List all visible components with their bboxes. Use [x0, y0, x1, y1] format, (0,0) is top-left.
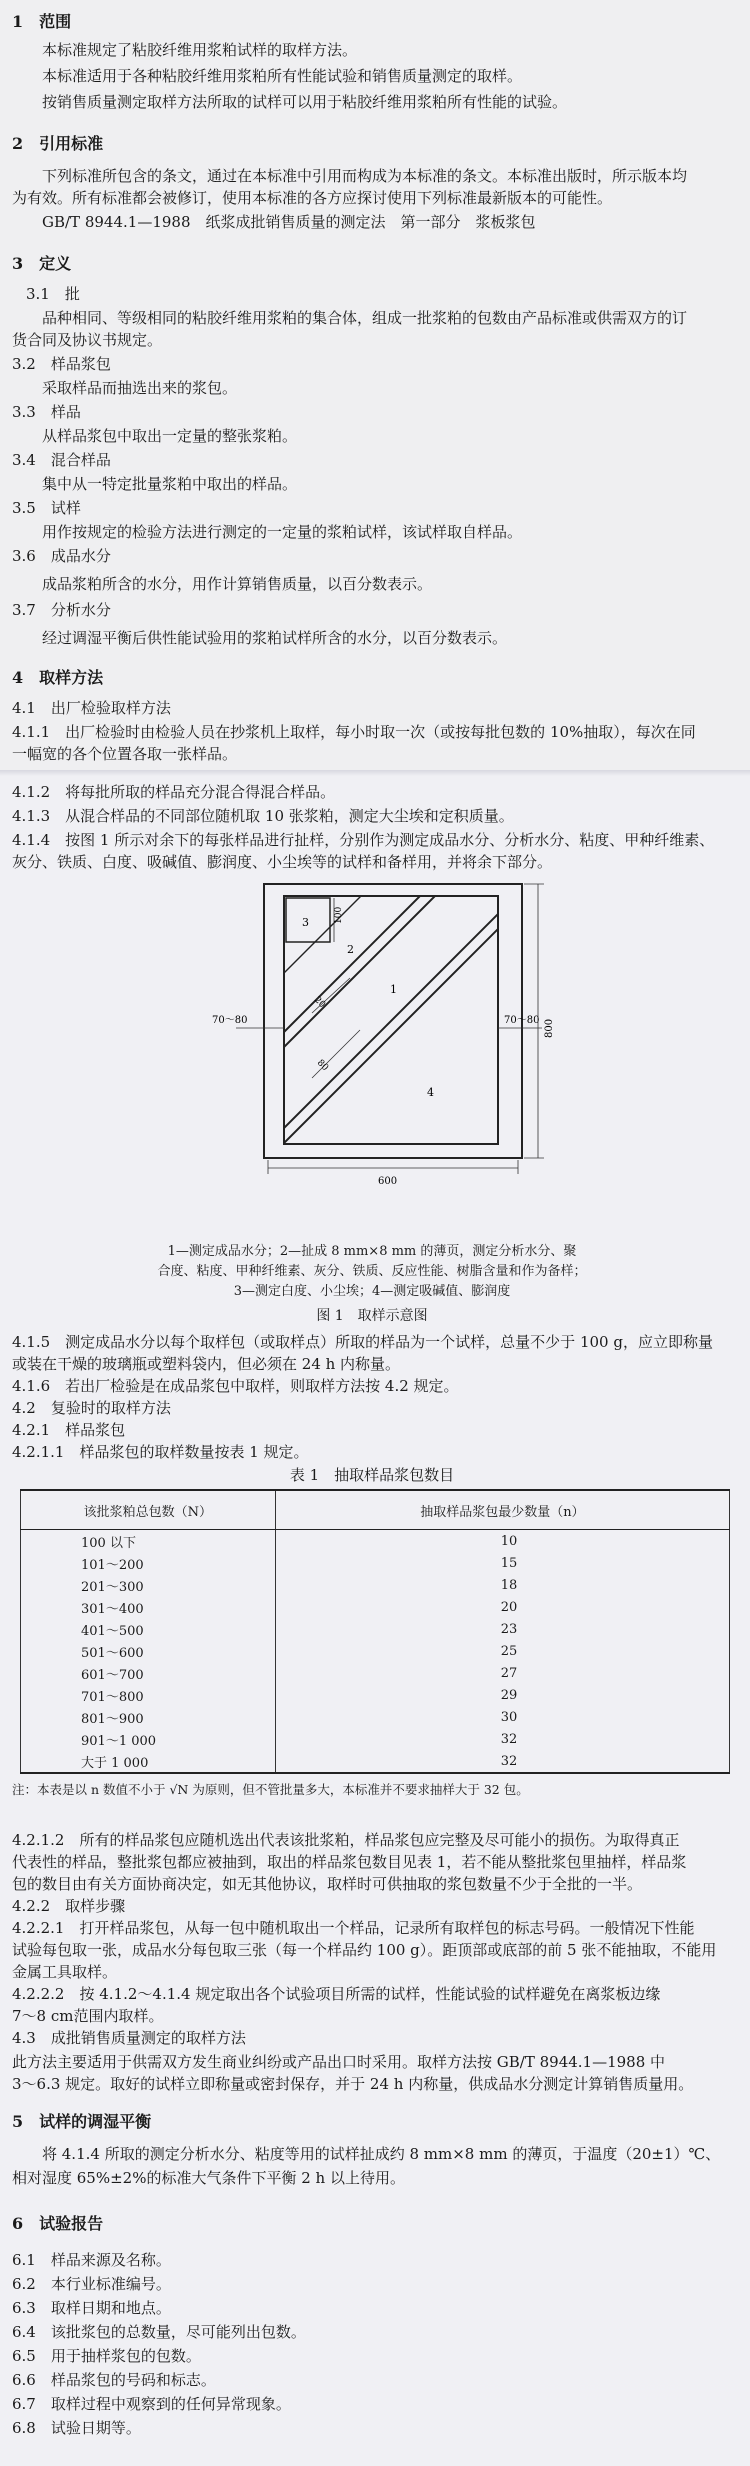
- def-text: 采取样品而抽选出来的浆包。: [42, 379, 238, 397]
- heading-references: 2 引用标准: [12, 134, 104, 153]
- paragraph: 下列标准所包含的条文，通过在本标准中引用而构成为本标准的条文。本标准出版时，所示版本均: [42, 167, 688, 185]
- paragraph: 4.1.6 若出厂检验是在成品浆包中取样，则取样方法按 4.2 规定。: [12, 1377, 459, 1395]
- report-item: 6.8 试验日期等。: [12, 2419, 141, 2437]
- report-item: 6.6 样品浆包的号码和标志。: [12, 2371, 216, 2389]
- paragraph: 为有效。所有标准都会被修订，使用本标准的各方应探讨使用下列标准最新版本的可能性。: [12, 189, 613, 207]
- table-note: 注：本表是以 n 数值不小于 √N 为原则，但不管批量多大，本标准并不要求抽样大于 32 包。: [12, 1782, 529, 1797]
- dimension-label: 20: [311, 995, 328, 1011]
- sampling-diagram: [12, 878, 732, 1238]
- paragraph: 灰分、铁质、白度、吸碱值、膨润度、小尘埃等的试样和备样用，并将余下部分。: [12, 853, 553, 871]
- table-row: 501～600 25: [21, 1640, 730, 1662]
- paragraph: 7～8 cm范围内取样。: [12, 2007, 164, 2025]
- subheading: 4.3 成批销售质量测定的取样方法: [12, 2029, 246, 2047]
- hatch-lines: [284, 888, 524, 1143]
- height-dimension: 800: [544, 1018, 555, 1038]
- margin-label-right: 70～80: [504, 1015, 540, 1026]
- def-title: 3.2 样品浆包: [12, 355, 111, 373]
- def-title: 3.4 混合样品: [12, 451, 111, 469]
- paragraph: 3～6.3 规定。取好的试样立即称量或密封保存，并于 24 h 内称量，供成品水分测定计算销售质量用。: [12, 2075, 694, 2093]
- paragraph: 将 4.1.4 所取的测定分析水分、粘度等用的试样扯成约 8 mm×8 mm 的薄页，于温度（20±1）℃、: [42, 2145, 721, 2163]
- def-text: 成品浆粕所含的水分，用作计算销售质量，以百分数表示。: [42, 575, 433, 593]
- paragraph: 按销售质量测定取样方法所取的试样可以用于粘胶纤维用浆粕所有性能的试验。: [42, 93, 568, 111]
- paragraph: 代表性的样品，整批浆包都应被抽到，取出的样品浆包数目见表 1，若不能从整批浆包里抽样，样品浆: [12, 1853, 687, 1871]
- table-row: 401～500 23: [21, 1618, 730, 1640]
- figure-legend: 3—测定白度、小尘埃；4—测定吸碱值、膨润度: [233, 1284, 511, 1299]
- subheading: 4.1 出厂检验取样方法: [12, 699, 171, 717]
- paragraph: 此方法主要适用于供需双方发生商业纠纷或产品出口时采用。取样方法按 GB/T 8944.1—1988 中: [12, 2053, 666, 2071]
- paragraph: 4.2.2.2 按 4.1.2～4.1.4 规定取出各个试验项目所需的试样，性能试验的试样避免在离浆板边缘: [12, 1985, 661, 2003]
- table-row: 100 以下 10: [21, 1530, 730, 1553]
- table-row: 101～200 15: [21, 1552, 730, 1574]
- paragraph: 4.1.5 测定成品水分以每个取样包（或取样点）所取的样品为一个试样，总量不少于 100 g，应立即称量: [12, 1333, 713, 1351]
- paragraph: 一幅宽的各个位置各取一张样品。: [12, 745, 238, 763]
- paragraph: 4.1.1 出厂检验时由检验人员在抄浆机上取样，每小时取一次（或按每批包数的 10%抽取），每次在同: [12, 723, 696, 741]
- table-header: 该批浆粕总包数（N）: [21, 1490, 276, 1530]
- margin-label-left: 70～80: [212, 1015, 248, 1026]
- heading-conditioning: 5 试样的调湿平衡: [12, 2112, 152, 2131]
- subheading: 4.2.2 取样步骤: [12, 1897, 126, 1915]
- table-row: 701～800 29: [21, 1684, 730, 1706]
- def-text: 经过调湿平衡后供性能试验用的浆粕试样所含的水分，以百分数表示。: [42, 629, 508, 647]
- heading-sampling-method: 4 取样方法: [12, 668, 104, 687]
- heading-definitions: 3 定义: [12, 254, 72, 273]
- table-row: 601～700 27: [21, 1662, 730, 1684]
- sampling-table: [20, 1489, 730, 1774]
- reference-item: GB/T 8944.1—1988 纸浆成批销售质量的测定法 第一部分 浆板浆包: [42, 213, 536, 231]
- paragraph: 4.1.2 将每批所取的样品充分混合得混合样品。: [12, 783, 336, 801]
- paragraph: 金属工具取样。: [12, 1963, 118, 1981]
- width-dimension: 600: [378, 1176, 398, 1187]
- table-header: 抽取样品浆包最少数量（n）: [275, 1490, 729, 1530]
- def-text: 从样品浆包中取出一定量的整张浆粕。: [42, 427, 298, 445]
- paragraph: 本标准适用于各种粘胶纤维用浆粕所有性能试验和销售质量测定的取样。: [42, 67, 523, 85]
- report-item: 6.7 取样过程中观察到的任何异常现象。: [12, 2395, 291, 2413]
- paragraph: 4.2.2.1 打开样品浆包，从每一包中随机取出一个样品，记录所有取样包的标志号码。一般情况下性能: [12, 1919, 695, 1937]
- region-label: 2: [347, 943, 354, 956]
- section-top: [12, 8, 732, 764]
- figure-legend: 合度、粘度、甲种纤维素、灰分、铁质、反应性能、树脂含量和作为备样；: [157, 1264, 587, 1279]
- report-item: 6.3 取样日期和地点。: [12, 2299, 171, 2317]
- def-title: 3.6 成品水分: [12, 547, 111, 565]
- figure-caption: 图 1 取样示意图: [316, 1308, 428, 1324]
- dimension-label: 100: [334, 906, 344, 924]
- region-label: 1: [390, 983, 397, 996]
- def-title: 3.7 分析水分: [12, 601, 111, 619]
- paragraph: 4.1.3 从混合样品的不同部位随机取 10 张浆粕，测定大尘埃和定积质量。: [12, 807, 514, 825]
- def-title: 3.5 试样: [12, 499, 81, 517]
- table-title: 表 1 抽取样品浆包数目: [289, 1466, 455, 1484]
- section-bottom: [12, 782, 732, 2438]
- paragraph: 4.2.1.1 样品浆包的取样数量按表 1 规定。: [12, 1443, 309, 1461]
- paragraph: 或装在干燥的玻璃瓶或塑料袋内，但必须在 24 h 内称量。: [12, 1355, 401, 1373]
- table-row: 201～300 18: [21, 1574, 730, 1596]
- report-item: 6.5 用于抽样浆包的包数。: [12, 2347, 201, 2365]
- paragraph: 4.2.1.2 所有的样品浆包应随机选出代表该批浆粕，样品浆包应完整及尽可能小的损伤。为取得真正: [12, 1831, 680, 1849]
- subheading: 4.2 复验时的取样方法: [12, 1399, 171, 1417]
- heading-scope: 1 范围: [12, 12, 72, 31]
- region-label: 3: [302, 916, 309, 929]
- subheading: 4.2.1 样品浆包: [12, 1421, 126, 1439]
- paragraph: 包的数目由有关方面协商决定，如无其他协议，取样时可供抽取的浆包数量不少于全批的一半。: [12, 1875, 643, 1893]
- figure-legend: 1—测定成品水分；2—扯成 8 mm×8 mm 的薄页，测定分析水分、聚: [167, 1244, 577, 1259]
- report-item: 6.4 该批浆包的总数量，尽可能列出包数。: [12, 2323, 306, 2341]
- table-row: 301～400 20: [21, 1596, 730, 1618]
- paragraph: 相对湿度 65%±2%的标准大气条件下平衡 2 h 以上待用。: [12, 2169, 405, 2187]
- def-text: 集中从一特定批量浆粕中取出的样品。: [42, 475, 298, 493]
- dimension-label: 80: [314, 1058, 331, 1074]
- paragraph: 4.1.4 按图 1 所示对余下的每张样品进行扯样，分别作为测定成品水分、分析水分、粘度、甲种纤维素、: [12, 831, 715, 849]
- report-item: 6.2 本行业标准编号。: [12, 2275, 171, 2293]
- def-text: 货合同及协议书规定。: [12, 331, 163, 349]
- heading-test-report: 6 试验报告: [12, 2214, 104, 2233]
- report-item: 6.1 样品来源及名称。: [12, 2251, 171, 2269]
- table-row: 801～900 30: [21, 1706, 730, 1728]
- region-label: 4: [427, 1086, 434, 1099]
- table-row: 大于 1 000 32: [21, 1750, 730, 1773]
- def-title: 3.3 样品: [12, 403, 81, 421]
- def-title: 3.1 批: [26, 285, 80, 303]
- def-text: 用作按规定的检验方法进行测定的一定量的浆粕试样，该试样取自样品。: [42, 523, 523, 541]
- def-text: 品种相同、等级相同的粘胶纤维用浆粕的集合体，组成一批浆粕的包数由产品标准或供需双方的订: [42, 309, 688, 327]
- paragraph: 试验每包取一张，成品水分每包取三张（每一个样品约 100 g）。距顶部或底部的前 5 张不能抽取，不能用: [12, 1941, 717, 1959]
- paragraph: 本标准规定了粘胶纤维用浆粕试样的取样方法。: [42, 41, 358, 59]
- table-row: 901～1 000 32: [21, 1728, 730, 1750]
